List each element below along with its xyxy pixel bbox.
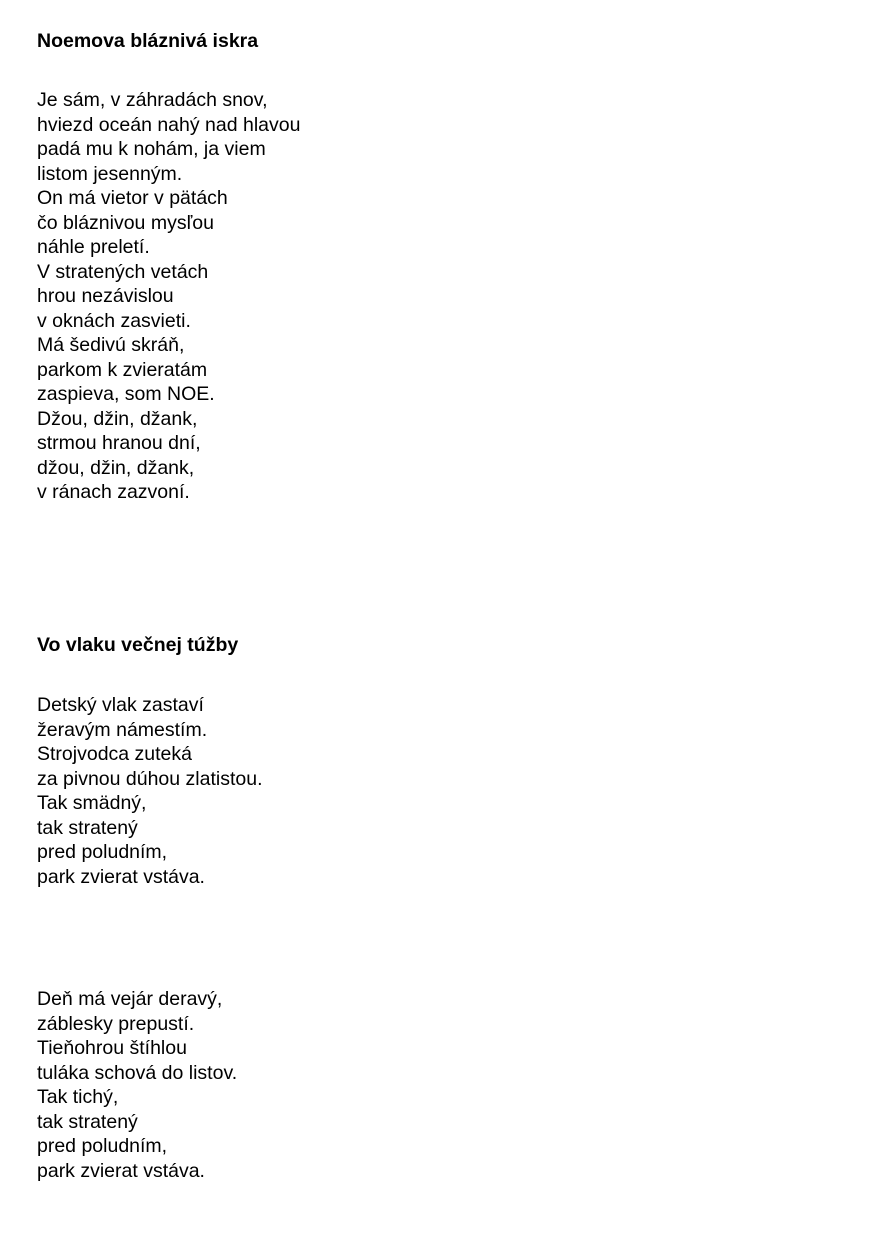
poem-line: hrou nezávislou [37, 285, 174, 307]
poem-line: žeravým námestím. [37, 718, 208, 741]
poem-line: Má šedivú skráň, [37, 334, 185, 356]
poem-line: v ránach zazvoní. [37, 481, 190, 503]
poem-line: v oknách zasvieti. [37, 309, 191, 332]
poem-line: tuláka schová do listov. [37, 1061, 238, 1084]
poem-line: listom jesenným. [37, 162, 183, 185]
poem-line: On má vietor v pätách [37, 187, 228, 209]
poem-line: padá mu k nohám, ja viem [37, 138, 266, 160]
poem-stanza [37, 987, 237, 1183]
poem-line: za pivnou dúhou zlatistou. [37, 767, 263, 790]
poem-line: parkom k zvieratám [37, 358, 208, 381]
poem-line: džou, džin, džank, [37, 456, 195, 479]
poem-line: zaspieva, som NOE. [37, 383, 215, 405]
poem-line: Tieňohrou štíhlou [37, 1037, 187, 1059]
poem-line: pred poludním, [37, 1135, 168, 1157]
poem-stanza [37, 88, 300, 505]
poem-stanza [37, 693, 263, 889]
poem-line: strmou hranou dní, [37, 432, 201, 454]
poem-line: náhle preletí. [37, 236, 150, 258]
poem-line: V stratených vetách [37, 260, 209, 283]
poem-line: Tak smädný, [37, 792, 147, 814]
poem-line: park zvierat vstáva. [37, 865, 205, 888]
poem-line: Tak tichý, [37, 1086, 119, 1108]
poem-line: Je sám, v záhradách snov, [37, 89, 268, 111]
poem-line: tak stratený [37, 1110, 138, 1133]
poem-line: záblesky prepustí. [37, 1012, 195, 1035]
poem-title: Vo vlaku večnej túžby [37, 634, 239, 656]
poem-line: Džou, džin, džank, [37, 407, 198, 430]
poem-line: Strojvodca zuteká [37, 743, 193, 765]
poem-line: čo bláznivou mysľou [37, 211, 214, 234]
poem-line: tak stratený [37, 816, 138, 839]
poem-line: Deň má vejár deravý, [37, 988, 223, 1010]
poem-line: pred poludním, [37, 841, 168, 863]
poem-line: Detský vlak zastaví [37, 694, 204, 716]
poem-title: Noemova bláznivá iskra [37, 30, 259, 52]
poem-line: hviezd oceán nahý nad hlavou [37, 113, 301, 136]
poem-line: park zvierat vstáva. [37, 1159, 205, 1182]
